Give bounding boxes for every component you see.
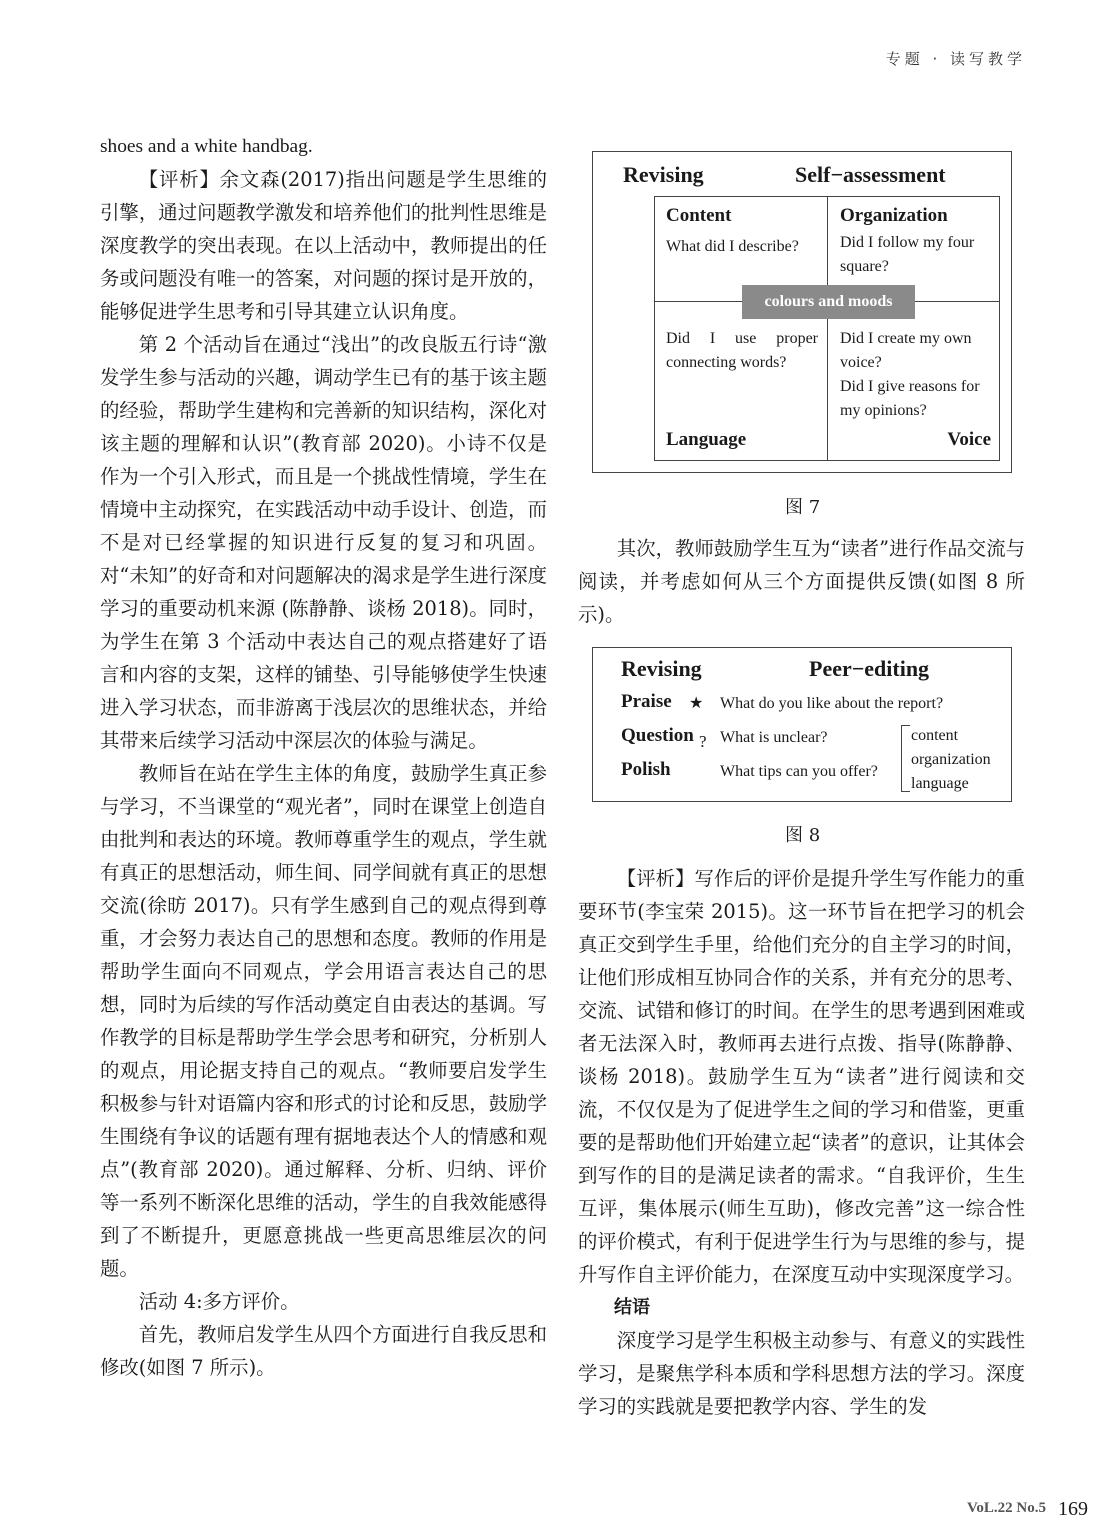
paragraph: 活动 4:多方评价。 [138, 1290, 300, 1313]
fig7-content-question: What did I describe? [666, 238, 799, 255]
paragraph: 深度学习是学生积极主动参与、有意义的实践性学习，是聚焦学科本质和学科思想方法的学习。深度学习的实践就是要把教学内容、学生的发 [578, 1329, 1025, 1418]
right-column-top [578, 532, 1025, 631]
paragraph: 其次，教师鼓励学生互为“读者”进行作品交流与阅读，并考虑如何从三个方面提供反馈(如图 8 所示)。 [578, 537, 1025, 626]
left-column [100, 130, 547, 1384]
page-number: 169 [1058, 1498, 1088, 1520]
paragraph: 第 2 个活动旨在通过“浅出”的改良版五行诗“激发学生参与活动的兴趣，调动学生已有的基于该主题的经验，帮助学生建构和完善新的知识结构，深化对该主题的理解和认识”(教育部 2020)。小诗不仅是作为一个引入形式，而且是一个挑战性情境，学生在情境中主动探究，在实践活动中动手设计、创造，而不是对已经掌握的知识进行反复的复习和巩固。对“未知”的好奇和对问题解决的渴求是学生进行深度学习的重要动机来源 (陈静静、谈杨 2018)。同时，为学生在第 3 个活动中表达自己的观点搭建好了语言和内容的支架，这样的铺垫、引导能够使学生快速进入学习状态，而非游离于浅层次的思维状态，并给其带来后续学习活动中深层次的体验与满足。 [100, 333, 547, 752]
issue-number: VoL.22 No.5 [966, 1500, 1046, 1516]
section-heading: 结语 [614, 1297, 650, 1318]
fig7-organization-title: Organization [840, 205, 948, 226]
fig8-aspect-language: language [911, 775, 969, 792]
fig7-language-title: Language [666, 429, 747, 450]
paragraph: 首先，教师启发学生从四个方面进行自我反思和修改(如图 7 所示)。 [100, 1323, 547, 1379]
fig8-peer-editing-label: Peer−editing [809, 656, 930, 681]
fig7-organization-question: Did I follow my four square? [840, 234, 975, 275]
fig7-voice-question-1: Did I create my own voice? [840, 330, 972, 371]
fig7-voice-title: Voice [947, 429, 991, 450]
paragraph: 教师旨在站在学生主体的角度，鼓励学生真正参与学习，不当课堂的“观光者”，同时在课堂上创造自由批判和表达的环境。教师尊重学生的观点，学生就有真正的思想活动，师生间、同学间就有真正的思想交流(徐昉 2017)。只有学生感到自己的观点得到尊重，才会努力表达自己的思想和态度。教师的作用是帮助学生面向不同观点，学会用语言表达自己的思想，同时为后续的写作活动奠定自由表达的基调。写作教学的目标是帮助学生学会思考和研究，分析别人的观点，用论据支持自己的观点。“教师要启发学生积极参与针对语篇内容和形式的讨论和反思，鼓励学生围绕有争议的话题有理有据地表达个人的情感和观点”(教育部 2020)。通过解释、分析、归纳、评价等一系列不断深化思维的活动，学生的自我效能感得到了不断提升，更愿意挑战一些更高思维层次的问题。 [100, 762, 547, 1280]
fig8-praise-question: What do you like about the report? [720, 695, 944, 712]
paragraph: 【评析】余文森(2017)指出问题是学生思维的引擎，通过问题教学激发和培养他们的批判性思维是深度教学的突出表现。在以上活动中，教师提出的任务或问题没有唯一的答案，对问题的探讨是开放的，能够促进学生思考和引导其建立认识角度。 [100, 168, 547, 323]
fig8-question-question: What is unclear? [720, 729, 828, 746]
fig8-aspect-content: content [911, 727, 959, 744]
paragraph: 【评析】写作后的评价是提升学生写作能力的重要环节(李宝荣 2015)。这一环节旨在把学习的机会真正交到学生手里，给他们充分的自主学习的时间，让他们形成相互协同合作的关系，并有充分的思考、交流、试错和修订的时间。在学生的思考遇到困难或者无法深入时，教师再去进行点拨、指导(陈静静、谈杨 2018)。鼓励学生互为“读者”进行阅读和交流，不仅仅是为了促进学生之间的学习和借鉴，更重要的是帮助他们开始建立起“读者”的意识，让其体会到写作的目的是满足读者的需求。“自我评价，生生互评，集体展示(师生互助)，修改完善”这一综合性的评价模式，有利于促进学生行为与思维的参与，提升写作自主评价能力，在深度互动中实现深度学习。 [578, 867, 1025, 1286]
fig7-center-label: colours and moods [742, 285, 915, 319]
figure-7-caption: 图 7 [785, 497, 821, 518]
fig8-polish-label: Polish [621, 759, 671, 780]
fig7-grid [654, 196, 1000, 461]
figure-7-self-assessment [592, 151, 1012, 473]
divider [827, 197, 828, 460]
fig7-self-assessment-label: Self−assessment [795, 162, 946, 187]
paragraph: shoes and a white handbag. [100, 136, 313, 157]
running-header: 专题 · 读写教学 [885, 50, 1026, 68]
fig7-voice-question-2: Did I give reasons for my opinions? [840, 378, 980, 419]
fig8-question-label: Question [621, 725, 694, 746]
fig7-language-question: Did I use proper connecting words? [666, 330, 818, 371]
fig7-content-title: Content [666, 205, 732, 226]
fig8-revising-label: Revising [621, 656, 702, 681]
fig8-praise-label: Praise [621, 691, 672, 712]
figure-8-peer-editing [592, 647, 1012, 802]
fig8-aspect-organization: organization [911, 751, 991, 768]
fig8-polish-question: What tips can you offer? [720, 763, 878, 780]
bracket [901, 725, 910, 792]
right-column-bottom [578, 862, 1025, 1423]
question-mark-icon: ? [699, 732, 707, 751]
star-icon: ★ [689, 695, 704, 712]
fig7-revising-label: Revising [623, 162, 704, 187]
figure-8-caption: 图 8 [785, 825, 821, 846]
